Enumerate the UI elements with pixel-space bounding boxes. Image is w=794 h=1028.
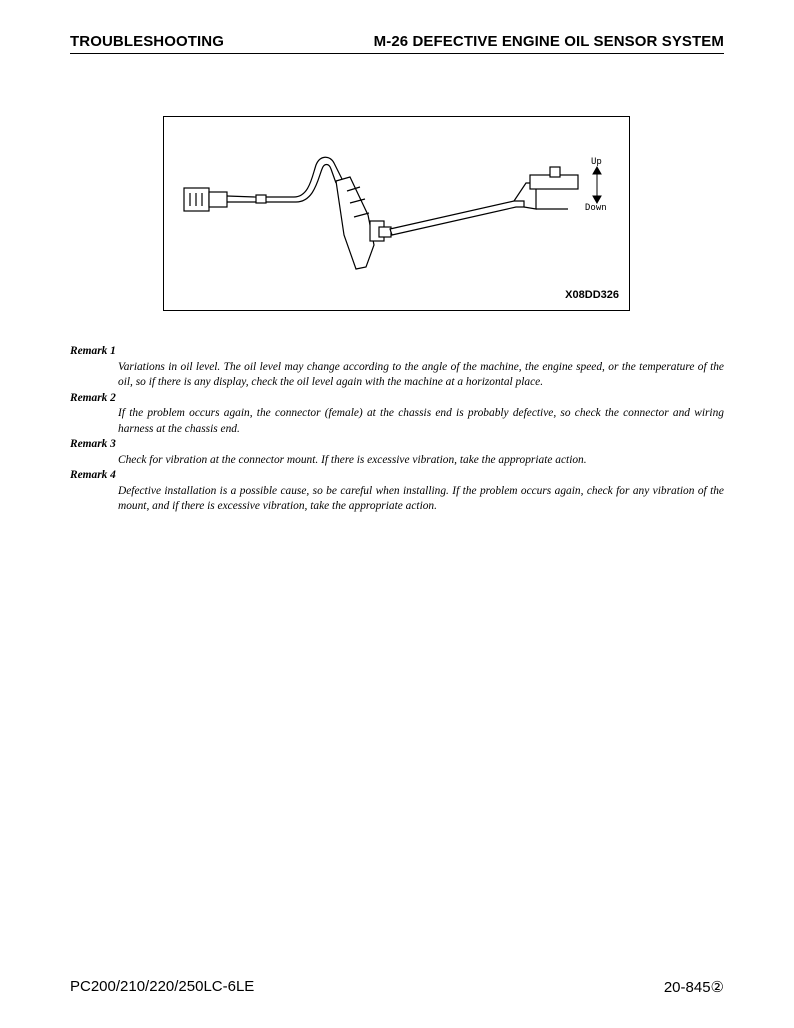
remarks-section [70, 344, 724, 515]
figure-id: X08DD326 [565, 289, 619, 301]
model-number: PC200/210/220/250LC-6LE [70, 978, 255, 995]
section-title: TROUBLESHOOTING [70, 33, 224, 50]
up-down-arrow-icon [593, 167, 601, 203]
oil-sensor-diagram [163, 116, 630, 311]
page-header [70, 33, 724, 54]
up-label: Up [591, 157, 602, 167]
sensor-body-illustration [336, 167, 578, 269]
oil-sensor-illustration [164, 117, 631, 312]
remark-title: Remark 4 [70, 469, 116, 481]
page-number: 20-845② [663, 979, 724, 996]
remark-text: Defective installation is a possible cause, so be careful when installing. If the problem occurs again, check for any vibration of the mount, and if there is excessive vibration, take the appropriate action. [118, 484, 724, 512]
remark-title: Remark 2 [70, 391, 116, 404]
page-footer [70, 978, 724, 996]
remark-text: Variations in oil level. The oil level may change according to the angle of the machine, the engine speed, or the temperature of the oil, so if there is any display, check the oil level again with the machine at a horizontal place. [118, 360, 724, 388]
connector-illustration [184, 157, 342, 211]
down-label: Down [585, 203, 607, 213]
remark-text: Check for vibration at the connector mount. If there is excessive vibration, take the appropriate action. [118, 453, 587, 466]
remark-title: Remark 3 [70, 438, 116, 450]
remark-title: Remark 1 [70, 345, 116, 357]
remark-text: If the problem occurs again, the connector (female) at the chassis end is probably defective, so check the connector and wiring harness at the chassis end. [118, 407, 724, 435]
page-title: M-26 DEFECTIVE ENGINE OIL SENSOR SYSTEM [373, 33, 724, 50]
